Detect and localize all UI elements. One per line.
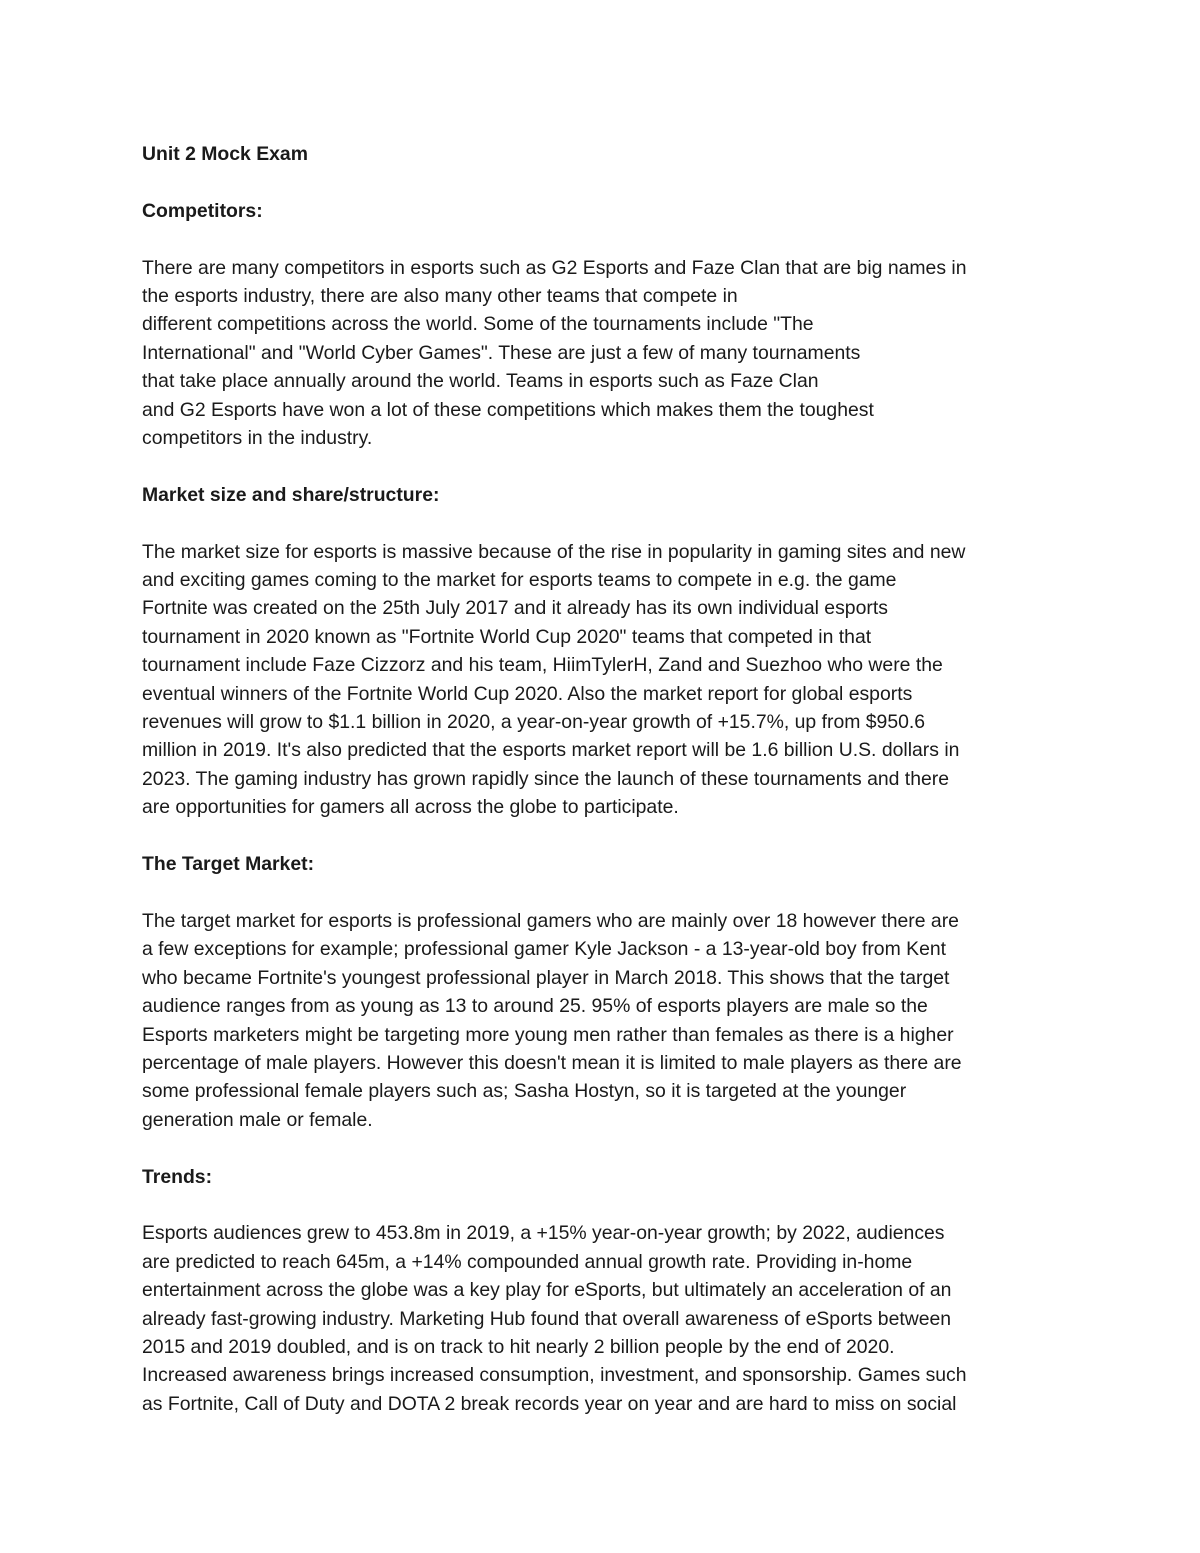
paragraph-line: The market size for esports is massive because of the rise in popularity in gaming sites and new: [142, 540, 966, 563]
paragraph-line: revenues will grow to $1.1 billion in 2020, a year-on-year growth of +15.7%, up from $950.6: [142, 711, 926, 734]
paragraph-line: eventual winners of the Fortnite World Cup 2020. Also the market report for global esports: [142, 682, 913, 705]
paragraph-line: There are many competitors in esports such as G2 Esports and Faze Clan that are big names in: [142, 256, 967, 279]
section-market-size: [142, 481, 1082, 822]
paragraph-line: competitors in the industry.: [142, 427, 373, 450]
paragraph-line: generation male or female.: [142, 1108, 373, 1131]
paragraph-line: some professional female players such as; Sasha Hostyn, so it is targeted at the younger: [142, 1080, 907, 1103]
paragraph-line: tournament in 2020 known as "Fortnite World Cup 2020" teams that competed in that: [142, 625, 872, 648]
section-paragraph: [142, 538, 1082, 822]
section-trends: [142, 1163, 1082, 1419]
paragraph-line: that take place annually around the world. Teams in esports such as Faze Clan: [142, 370, 819, 393]
paragraph-line: different competitions across the world. Some of the tournaments include "The: [142, 313, 814, 336]
paragraph-line: are predicted to reach 645m, a +14% compounded annual growth rate. Providing in-home: [142, 1250, 913, 1273]
section-competitors: [142, 197, 1082, 453]
section-heading: Competitors:: [142, 199, 263, 222]
paragraph-line: percentage of male players. However this doesn't mean it is limited to male players as there are: [142, 1051, 962, 1074]
section-paragraph: [142, 907, 1082, 1134]
section-target-market: [142, 850, 1082, 1134]
paragraph-line: Fortnite was created on the 25th July 2017 and it already has its own individual esports: [142, 597, 888, 620]
document-title: Unit 2 Mock Exam: [142, 143, 308, 165]
paragraph-line: who became Fortnite's youngest professional player in March 2018. This shows that the target: [142, 966, 950, 989]
paragraph-line: The target market for esports is professional gamers who are mainly over 18 however there are: [142, 909, 959, 932]
paragraph-line: entertainment across the globe was a key play for eSports, but ultimately an acceleration of an: [142, 1279, 952, 1302]
paragraph-line: Esports marketers might be targeting more young men rather than females as there is a higher: [142, 1023, 954, 1046]
paragraph-line: and G2 Esports have won a lot of these competitions which makes them the toughest: [142, 398, 874, 421]
document-page: [142, 140, 1082, 1447]
paragraph-line: International" and "World Cyber Games". These are just a few of many tournaments: [142, 341, 861, 364]
paragraph-line: a few exceptions for example; professional gamer Kyle Jackson - a 13-year-old boy from Kent: [142, 938, 947, 961]
paragraph-line: tournament include Faze Cizzorz and his team, HiimTylerH, Zand and Suezhoo who were the: [142, 654, 943, 677]
paragraph-line: Increased awareness brings increased consumption, investment, and sponsorship. Games such: [142, 1364, 967, 1387]
section-paragraph: [142, 1219, 1082, 1418]
paragraph-line: the esports industry, there are also many other teams that compete in: [142, 285, 738, 307]
section-heading: Market size and share/structure:: [142, 483, 440, 506]
paragraph-line: 2023. The gaming industry has grown rapidly since the launch of these tournaments and there: [142, 767, 950, 790]
paragraph-line: million in 2019. It's also predicted that the esports market report will be 1.6 billion U.S. dollars in: [142, 739, 960, 762]
paragraph-line: as Fortnite, Call of Duty and DOTA 2 break records year on year and are hard to miss on social: [142, 1392, 957, 1415]
paragraph-line: and exciting games coming to the market for esports teams to compete in e.g. the game: [142, 569, 897, 592]
section-paragraph: [142, 254, 1082, 453]
section-heading: Trends:: [142, 1165, 213, 1188]
paragraph-line: already fast-growing industry. Marketing Hub found that overall awareness of eSports between: [142, 1307, 952, 1330]
paragraph-line: Esports audiences grew to 453.8m in 2019, a +15% year-on-year growth; by 2022, audiences: [142, 1222, 945, 1245]
section-heading: The Target Market:: [142, 853, 315, 876]
paragraph-line: audience ranges from as young as 13 to around 25. 95% of esports players are male so the: [142, 995, 928, 1018]
paragraph-line: are opportunities for gamers all across the globe to participate.: [142, 796, 679, 819]
paragraph-line: 2015 and 2019 doubled, and is on track to hit nearly 2 billion people by the end of 2020.: [142, 1335, 895, 1358]
